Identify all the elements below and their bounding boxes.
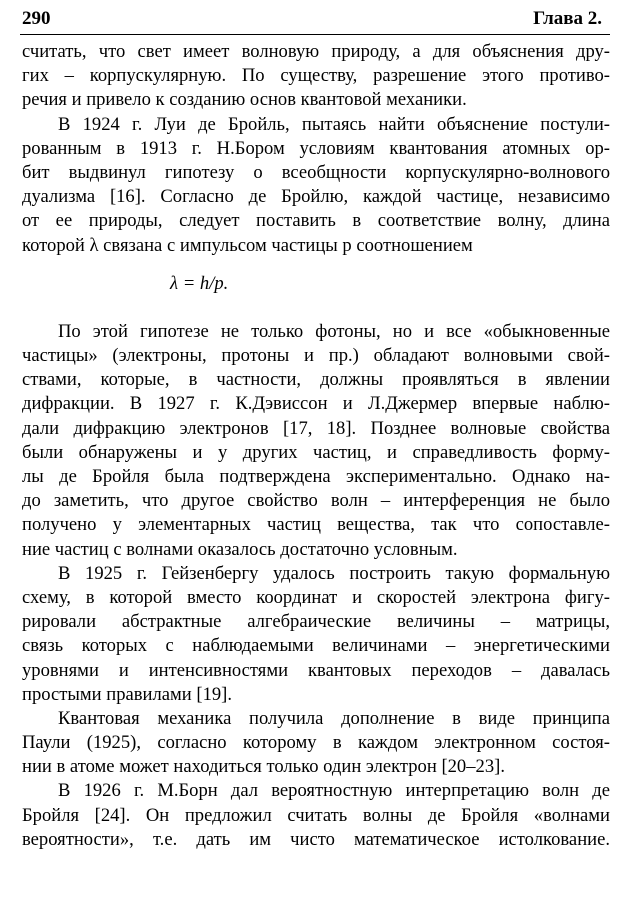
- text-line: рованным в 1913 г. Н.Бором условиям квантования атомных ор-: [22, 137, 610, 159]
- chapter-title: Глава 2.: [533, 8, 602, 29]
- running-header: [22, 8, 608, 30]
- text-line: дуализма [16]. Согласно де Бройлю, каждой частице, независимо: [22, 186, 610, 208]
- formula-text: λ = h/p.: [170, 272, 229, 294]
- text-line: уровнями и интенсивностями квантовых переходов – давалась: [22, 659, 610, 681]
- text-line: речия и привело к созданию основ квантовой механики.: [22, 89, 467, 111]
- spacer: [22, 296, 610, 320]
- header-rule: [20, 34, 610, 35]
- text-line: бит выдвинул гипотезу о всеобщности корпускулярно-волнового: [22, 161, 610, 183]
- body-text: [22, 40, 610, 852]
- text-line: Квантовая механика получила дополнение в виде принципа: [58, 707, 610, 729]
- text-line: схему, в которой вместо координат и скоростей электрона фигу-: [22, 586, 610, 608]
- text-line: По этой гипотезе не только фотоны, но и все «обыкновенные: [58, 320, 610, 342]
- text-line: гих – корпускулярную. По существу, разрешение этого противо-: [22, 65, 610, 87]
- text-line: которой λ связана с импульсом частицы p соотношением: [22, 234, 473, 256]
- text-line: вероятности», т.е. дать им чисто математическое истолкование.: [22, 828, 610, 850]
- text-line: В 1926 г. М.Борн дал вероятностную интерпретацию волн де: [58, 780, 610, 802]
- text-line: связь которых с наблюдаемыми величинами – энергетическими: [22, 635, 610, 657]
- text-line: лы де Бройля была подтверждена экспериментально. Однако на-: [22, 466, 610, 487]
- text-line: ствами, которые, в частности, должны проявляться в явлении: [22, 369, 610, 391]
- text-line: В 1925 г. Гейзенбергу удалось построить такую формальную: [58, 562, 610, 584]
- formula: [22, 272, 610, 296]
- text-line: частицы» (электроны, протоны и пр.) обладают волновыми свой-: [22, 345, 610, 367]
- text-line: от ее природы, следует поставить в соответствие волну, длина: [22, 210, 610, 232]
- text-line: получено у элементарных частиц вещества, так что сопоставле-: [22, 514, 610, 536]
- text-line: считать, что свет имеет волновую природу, а для объяснения дру-: [22, 41, 610, 62]
- text-line: Бройля [24]. Он предложил считать волны де Бройля «волнами: [22, 804, 610, 826]
- text-line: Паули (1925), согласно которому в каждом электронном состоя-: [22, 732, 610, 754]
- text-line: были обнаружены и у других частиц, и справедливость форму-: [22, 441, 610, 463]
- text-line: дифракции. В 1927 г. К.Дэвиссон и Л.Джермер впервые наблю-: [22, 393, 610, 415]
- text-line: В 1924 г. Луи де Бройль, пытаясь найти объяснение постули-: [58, 113, 610, 135]
- spacer: [22, 258, 610, 272]
- text-line: рировали абстрактные алгебраические величины – матрицы,: [22, 611, 610, 633]
- text-line: простыми правилами [19].: [22, 683, 232, 705]
- text-line: дали дифракцию электронов [17, 18]. Позднее волновые свойства: [22, 417, 610, 439]
- page-number: 290: [22, 8, 51, 29]
- text-line: ние частиц с волнами оказалось достаточно условным.: [22, 538, 458, 560]
- text-line: нии в атоме может находиться только один электрон [20–23].: [22, 756, 505, 778]
- text-line: до заметить, что другое свойство волн – интерференция не было: [22, 490, 610, 512]
